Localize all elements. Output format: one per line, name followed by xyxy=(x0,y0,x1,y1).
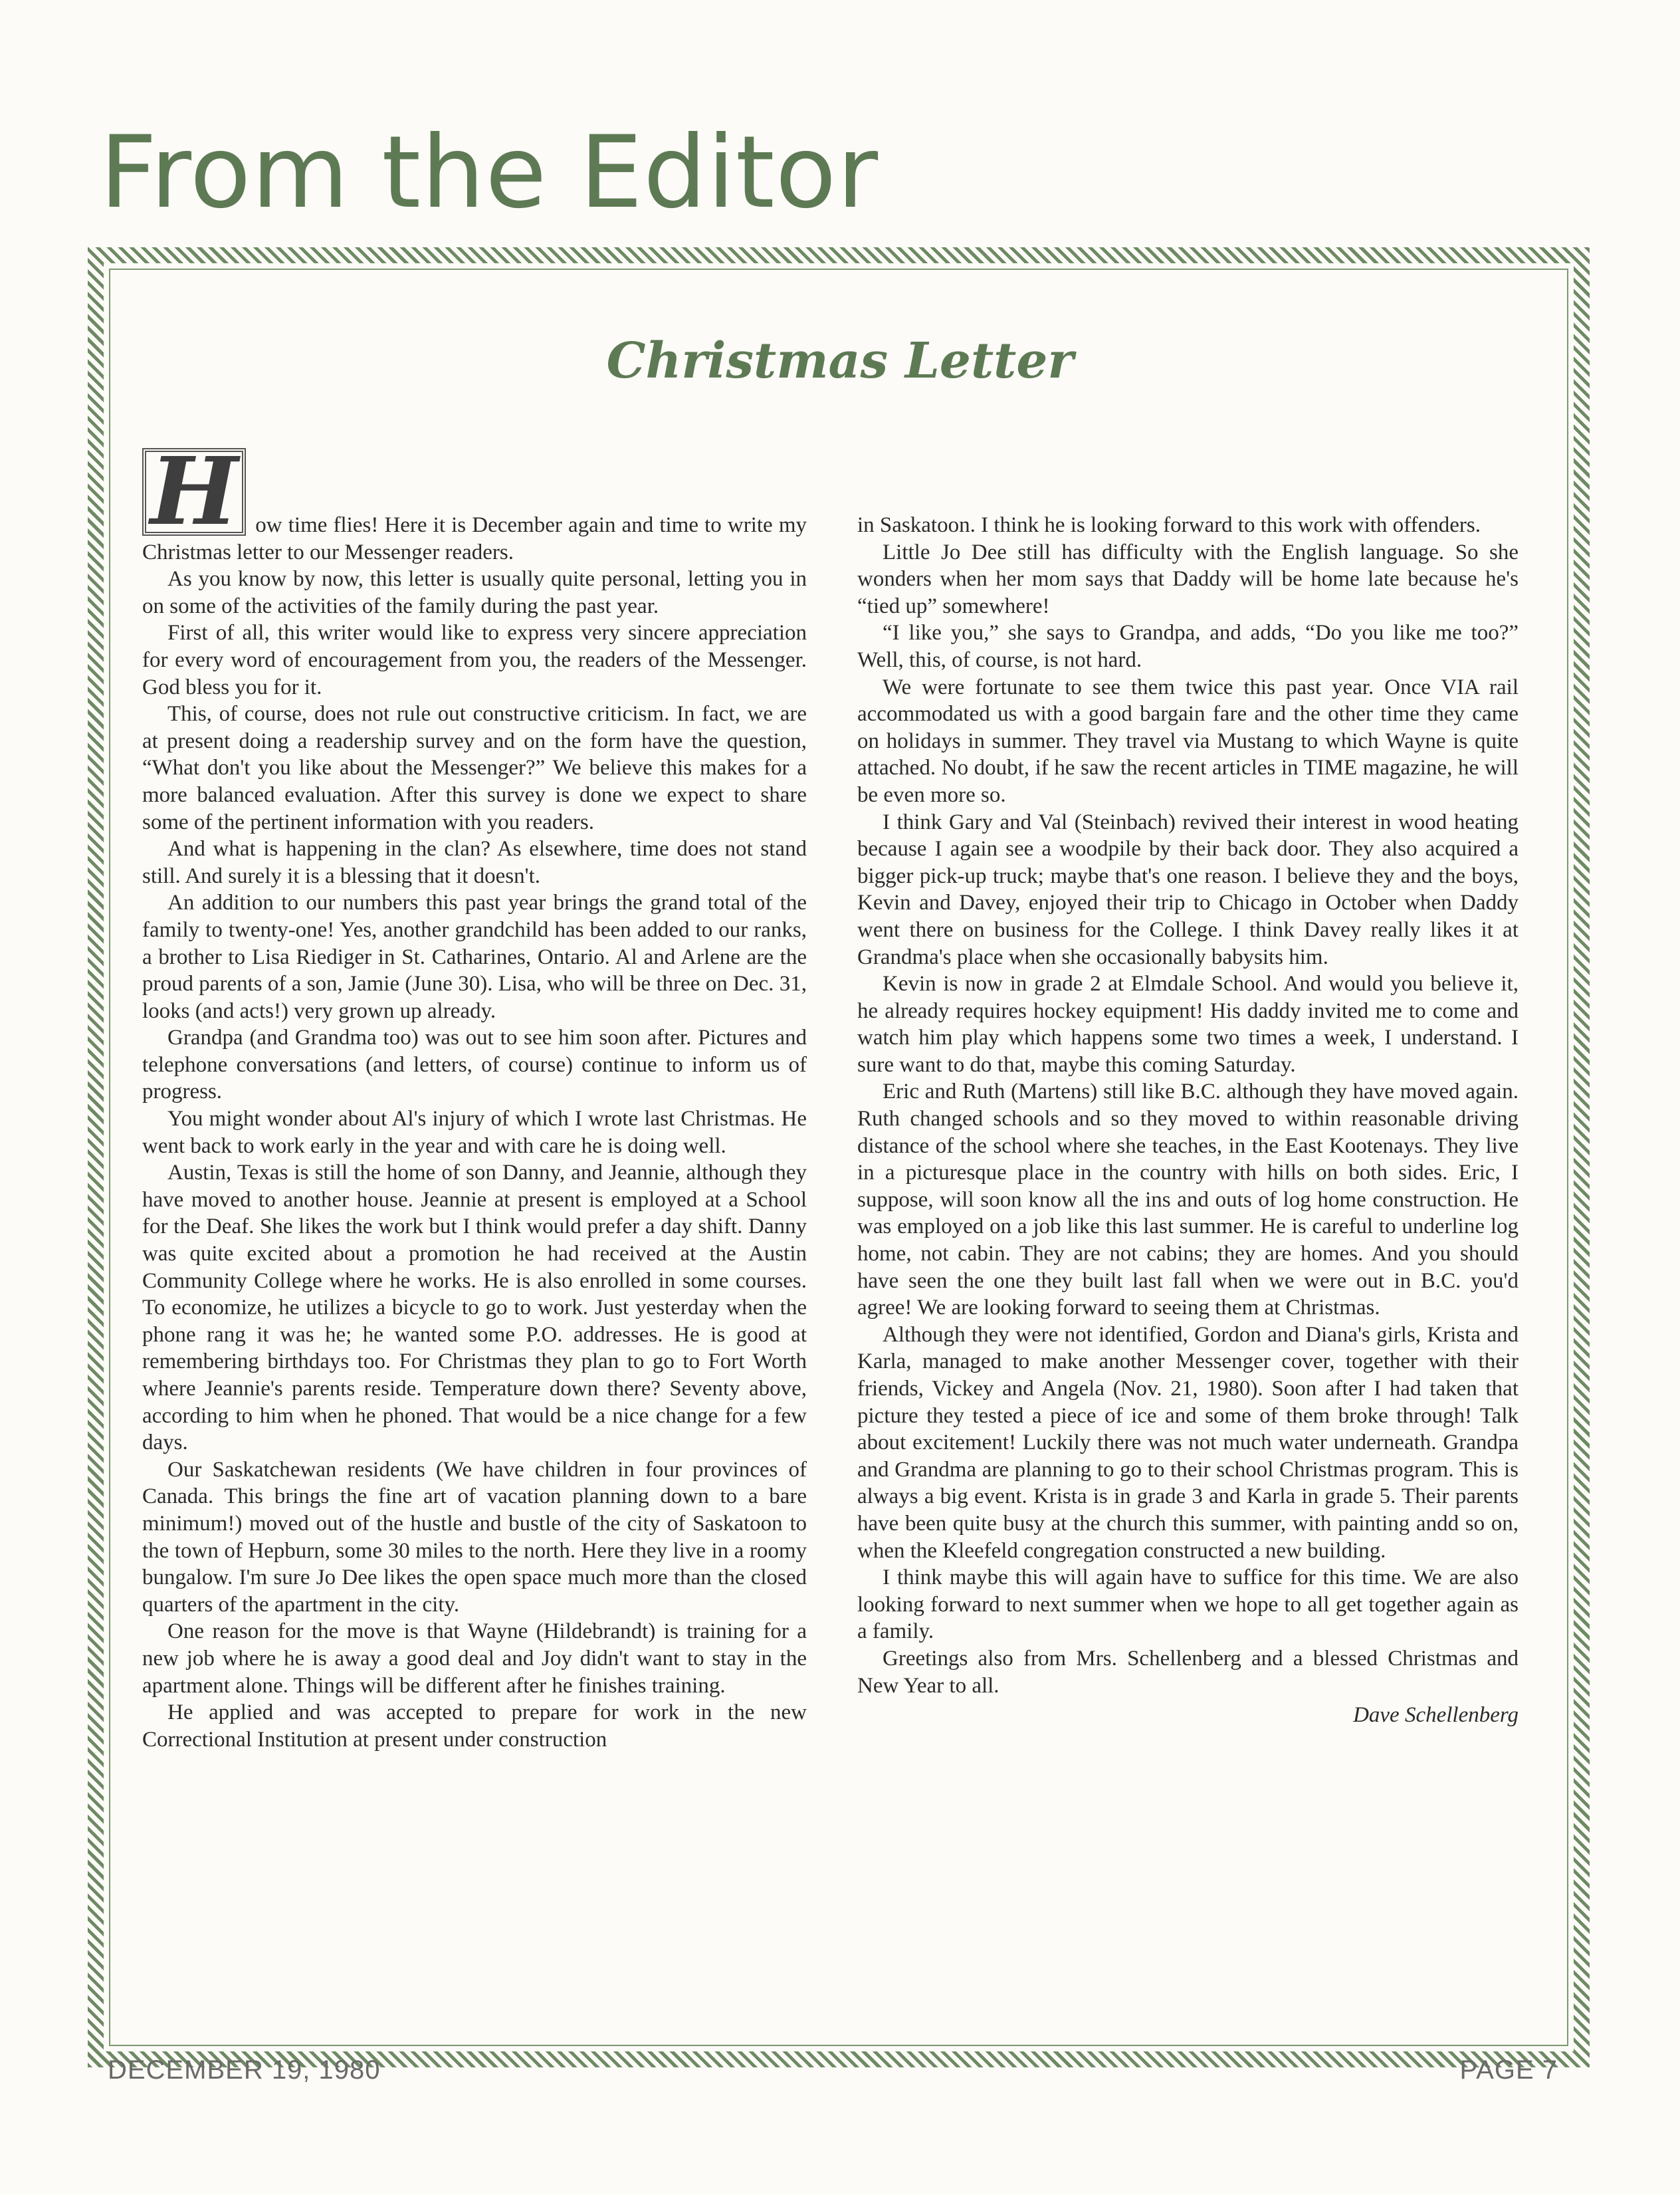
article-title: Christmas Letter xyxy=(606,332,1074,390)
paragraph: Grandpa (and Grandma too) was out to see him soon after. Pictures and telephone conversations (and letters, of course) continue to inform us of progress. xyxy=(142,1026,807,1104)
paragraph: This, of course, does not rule out constructive criticism. In fact, we are at present doing a readership survey and on the form have the question, “What don't you like about the Messenger?” We believe this makes for a more balanced evaluation. After this survey is done we expect to share some of the pertinent information with you readers. xyxy=(142,702,807,834)
paragraph: He applied and was accepted to prepare for work in the new Correctional Institution at present under construction xyxy=(142,1700,807,1752)
drop-cap: H xyxy=(142,448,246,536)
paragraph: As you know by now, this letter is usually quite personal, letting you in on some of the activities of the family during the past year. xyxy=(142,567,807,618)
paragraph: I think Gary and Val (Steinbach) revived their interest in wood heating because I again see a woodpile by their back door. They also acquired a bigger pick-up truck; maybe that's one reason. I believe they and the boys, Kevin and Davey, enjoyed their trip to Chicago in October when Daddy went there on business for the College. I think Davey really likes it at Grandma's place when she occasionally babysits him. xyxy=(857,810,1519,969)
paragraph: Little Jo Dee still has difficulty with the English language. So she wonders when her mom says that Daddy will be home late because he's “tied up” somewhere! xyxy=(857,540,1519,618)
article-column-left xyxy=(142,437,807,1753)
paragraph: And what is happening in the clan? As elsewhere, time does not stand still. And surely it is a blessing that it doesn't. xyxy=(142,837,807,888)
page-number: PAGE 7 xyxy=(1459,2055,1558,2085)
paragraph: First of all, this writer would like to express very sincere appreciation for every word of encouragement from you, the readers of the Messenger. God bless you for it. xyxy=(142,621,807,699)
paragraph: Eric and Ruth (Martens) still like B.C. although they have moved again. Ruth changed schools and so they moved to within reasonable driving distance of the school where she teaches, in the East Kootenays. They live in a picturesque place in the country with hills on both sides. Eric, I suppose, will soon know all the ins and outs of log home construction. He was employed on a job like this last summer. He is careful to underline log home, not cabin. They are not cabins; they are homes. And you should have seen the one they built last fall when we were out in B.C. you'd agree! We are looking forward to seeing them at Christmas. xyxy=(857,1080,1519,1320)
paragraph: in Saskatoon. I think he is looking forward to this work with offenders. xyxy=(857,513,1481,537)
paragraph: “I like you,” she says to Grandpa, and adds, “Do you like me too?” Well, this, of course, is not hard. xyxy=(857,621,1519,672)
paragraph: H ow time flies! Here it is December again and time to write my Christmas letter to our Messenger readers. xyxy=(142,437,807,564)
paragraph: Our Saskatchewan residents (We have children in four provinces of Canada. This brings the fine art of vacation planning down to a bare minimum!) moved out of the hustle and bustle of the city of Saskatoon to the town of Hepburn, some 30 miles to the north. Here they live in a roomy bungalow. I'm sure Jo Dee likes the open space much more than the closed quarters of the apartment in the city. xyxy=(142,1457,807,1617)
article-column-right xyxy=(857,512,1519,1729)
author-signature: Dave Schellenberg xyxy=(1353,1703,1519,1728)
paragraph: An addition to our numbers this past year brings the grand total of the family to twenty-one! Yes, another grandchild has been added to our ranks, a brother to Lisa Riediger in St. Catharines, Ontario. Al and Arlene are the proud parents of a son, Jamie (June 30). Lisa, who will be three on Dec. 31, looks (and acts!) very grown up already. xyxy=(142,891,807,1023)
paragraph: I think maybe this will again have to suffice for this time. We are also looking forward to next summer when we hope to all get together again as a family. xyxy=(857,1565,1519,1644)
paragraph: Kevin is now in grade 2 at Elmdale School. And would you believe it, he already requires hockey equipment! His daddy invited me to come and watch him play which happens some two times a week, I understand. I sure want to do that, maybe this coming Saturday. xyxy=(857,972,1519,1077)
paragraph: We were fortunate to see them twice this past year. Once VIA rail accommodated us with a good bargain fare and the other time they came on holidays in summer. They travel via Mustang to which Wayne is quite attached. No doubt, if he saw the recent articles in TIME magazine, he will be even more so. xyxy=(857,675,1519,807)
masthead-title: From the Editor xyxy=(100,115,879,231)
paragraph: You might wonder about Al's injury of which I wrote last Christmas. He went back to work early in the year and with care he is doing well. xyxy=(142,1107,807,1158)
paragraph: Greetings also from Mrs. Schellenberg and a blessed Christmas and New Year to all. xyxy=(857,1646,1519,1698)
paragraph: Although they were not identified, Gordon and Diana's girls, Krista and Karla, managed to make another Messenger cover, together with their friends, Vickey and Angela (Nov. 21, 1980). Soon after I had taken that picture they tested a piece of ice and some of them broke through! Talk about excitement! Luckily there was not much water underneath. Grandpa and Grandma are planning to go to their school Christmas program. This is always a big event. Krista is in grade 3 and Karla in grade 5. Their parents have been quite busy at the church this summer, with painting andd so on, when the Kleefeld congregation constructed a new building. xyxy=(857,1322,1519,1563)
paragraph: Austin, Texas is still the home of son Danny, and Jeannie, although they have moved to another house. Jeannie at present is employed at a School for the Deaf. She likes the work but I think would prefer a day shift. Danny was quite excited about a promotion he had received at the Austin Community College where he works. He is also enrolled in some courses. To economize, he utilizes a bicycle to go to work. Just yesterday when the phone rang it was he; he wanted some P.O. addresses. He is good at remembering birthdays too. For Christmas they plan to go to Fort Worth where Jeannie's parents reside. Temperature down there? Seventy above, according to him when he phoned. That would be a nice change for a few days. xyxy=(142,1161,807,1455)
issue-date: DECEMBER 19, 1980 xyxy=(108,2055,381,2085)
paragraph: One reason for the move is that Wayne (Hildebrandt) is training for a new job where he is away a good deal and Joy didn't want to stay in the apartment alone. Things will be different after he finishes training. xyxy=(142,1619,807,1698)
